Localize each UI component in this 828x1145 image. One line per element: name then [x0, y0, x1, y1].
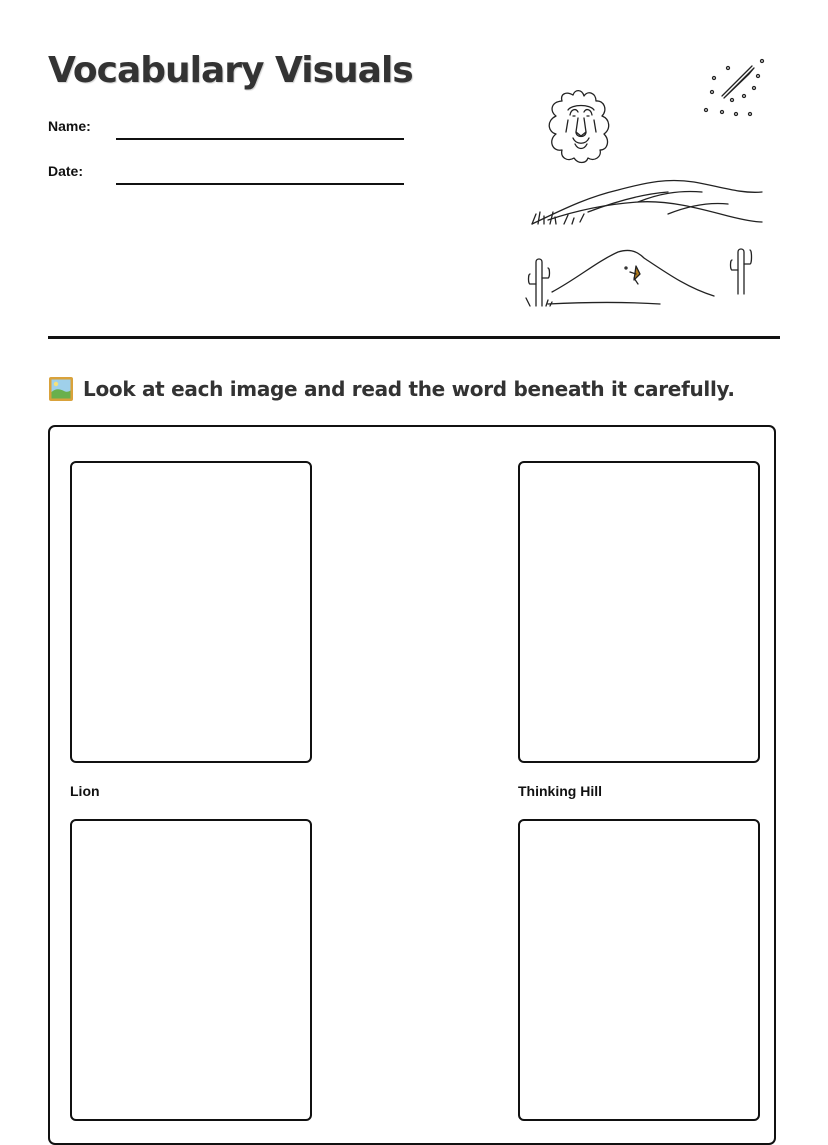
vocabulary-card-panel — [48, 425, 776, 1145]
lion-icon — [549, 91, 608, 163]
word-label-lion: Lion — [70, 783, 100, 799]
shooting-star-icon — [705, 60, 764, 116]
image-box-4 — [518, 819, 760, 1121]
header-divider — [48, 336, 780, 339]
framed-picture-icon — [48, 376, 74, 402]
page-title: Vocabulary Visuals — [48, 50, 413, 91]
date-line[interactable] — [116, 183, 404, 185]
cactus-icon — [526, 249, 752, 306]
instruction — [48, 374, 735, 404]
name-label: Name: — [48, 118, 91, 134]
word-label-thinking-hill: Thinking Hill — [518, 783, 602, 799]
header-illustration — [518, 52, 778, 310]
date-label: Date: — [48, 163, 84, 179]
instruction-text: Look at each image and read the word beneath it carefully. — [83, 377, 735, 401]
name-line[interactable] — [116, 138, 404, 140]
image-box-thinking-hill — [518, 461, 760, 763]
image-box-lion — [70, 461, 312, 763]
dunes-icon — [532, 180, 762, 224]
image-box-3 — [70, 819, 312, 1121]
desert-hill-icon — [548, 250, 714, 304]
